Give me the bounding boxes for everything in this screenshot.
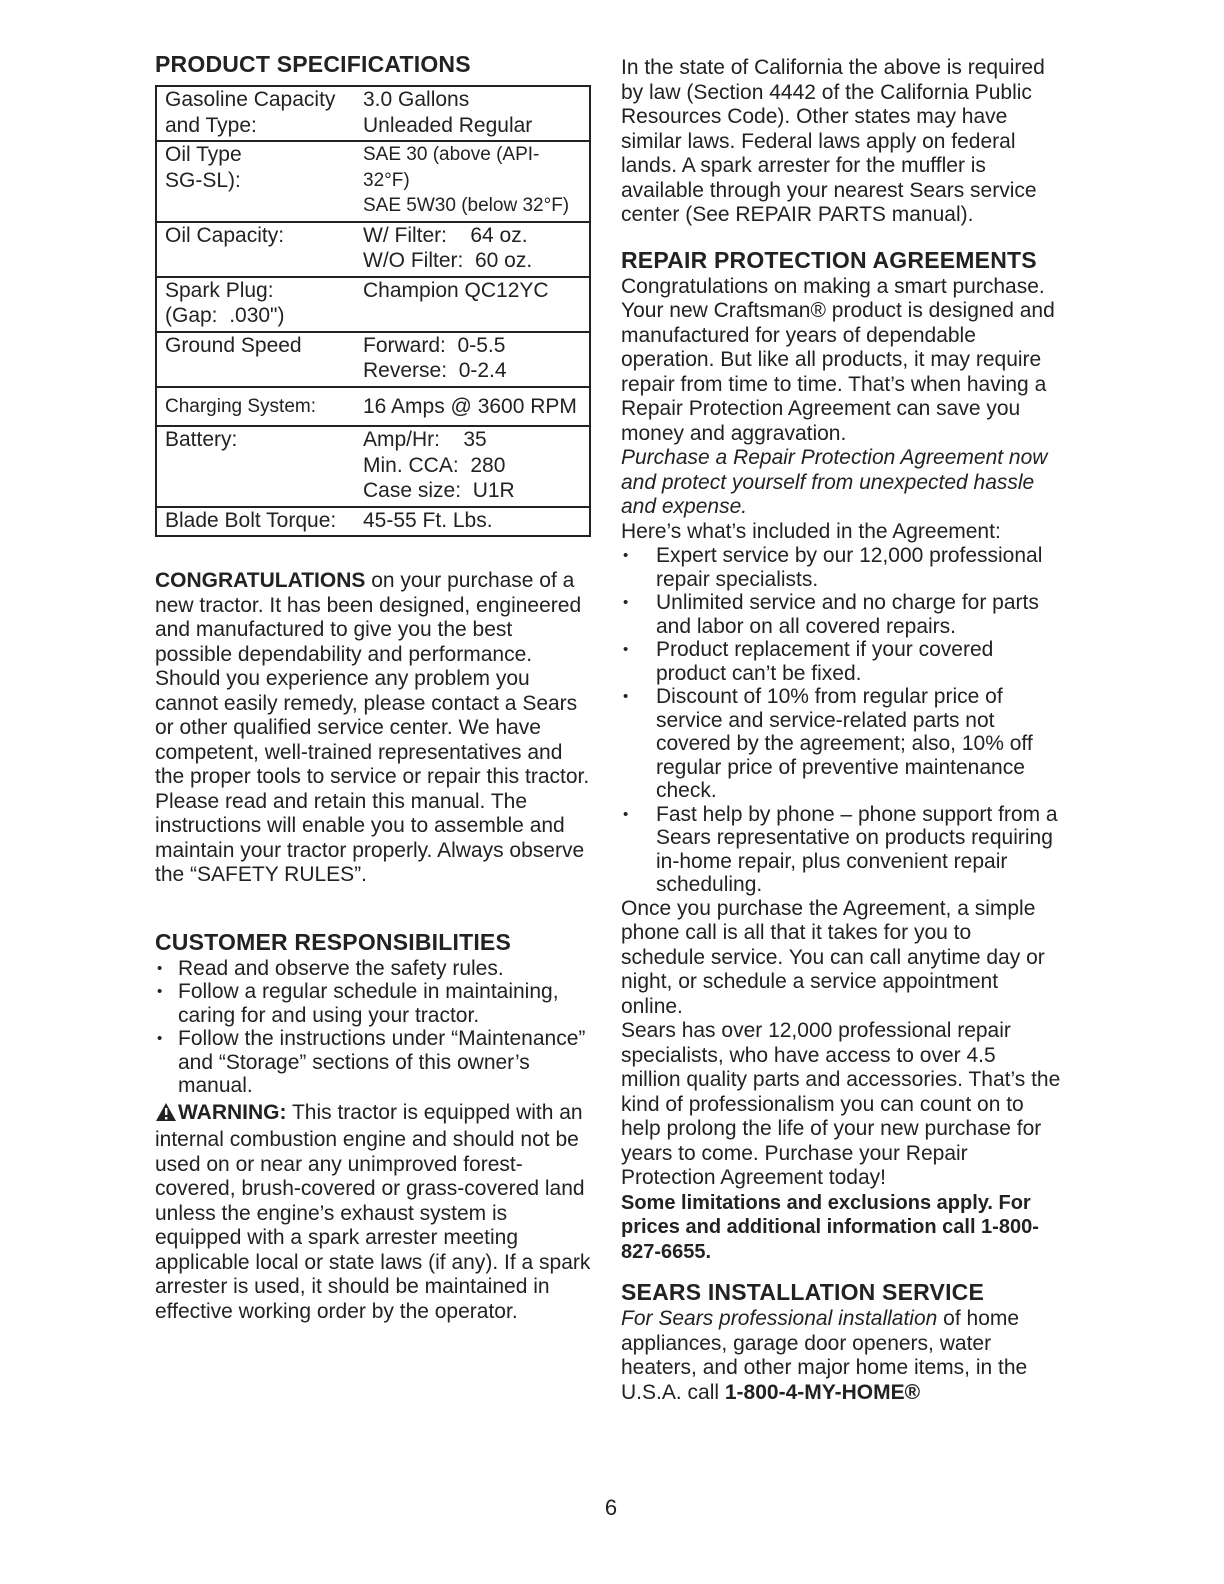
spec-row-oil-capacity [157, 221, 589, 276]
spec-key: (Gap: .030") [165, 304, 285, 327]
spec-value: Amp/Hr: 35 [363, 428, 487, 451]
spec-row-spark-plug [157, 276, 589, 331]
spec-value: W/ Filter: 64 oz. [363, 223, 528, 247]
spec-value: 16 Amps @ 3600 RPM [363, 394, 577, 418]
spec-value: W/O Filter: 60 oz. [363, 249, 533, 272]
spec-key: Gasoline Capacity [165, 88, 336, 111]
spec-key: Spark Plug: [165, 278, 274, 302]
warning-text: This tractor is equipped with an internal combustion engine and should not be used on or near any unimproved forest-covered, brush-covered or grass-covered land unless the engine’s exhaust system is equipped with a spark arrester meeting applicable local or state laws (if any). If a spark arrester is used, it should be maintained in effective working order by the operator. [155, 1100, 591, 1323]
spec-key: Battery: [165, 428, 238, 451]
installation-text: of home appliances, garage door openers, water heaters, and other major home items, in the U.S.A. call [621, 1307, 1028, 1404]
spec-value: Unleaded Regular [363, 113, 533, 137]
retain-manual-paragraph: Please read and retain this manual. The instructions will enable you to assemble and maintain your tractor properly. Always observe the “SAFETY RULES”. [155, 789, 585, 886]
spec-row-gasoline [157, 87, 589, 140]
spec-value: 32°F) [363, 169, 410, 191]
list-item: • Read and observe the safety rules. [155, 957, 595, 981]
spec-row-oil-type [157, 140, 589, 221]
congratulations-text: on your purchase of a new tractor. It has been designed, engineered and manufactured to give you the best possible dependability and performance. [155, 569, 582, 666]
spec-value: 45-55 Ft. Lbs. [363, 508, 493, 532]
spec-value: Case size: U1R [363, 479, 515, 502]
spec-key: and Type: [165, 113, 257, 137]
included-heading: Here’s what’s included in the Agreement: [621, 519, 1001, 543]
service-paragraph: Should you experience any problem you cannot easily remedy, please contact a Sears or other qualified service center. We have competent, well-trained representatives and the proper tools to service or repair this tractor. [155, 667, 590, 788]
customer-responsibilities-heading: CUSTOMER RESPONSIBILITIES [155, 928, 512, 955]
congratulations-paragraph [155, 569, 595, 667]
repair-intro-paragraph: Congratulations on making a smart purchase. Your new Craftsman® product is designed and manufactured for years of dependable operation. But like all products, it may require repair from time to time. That’s when having a Repair Protection Agreement can save you money and aggravation. [621, 274, 1055, 445]
spec-key: Charging System: [165, 395, 317, 417]
spec-key: Oil Capacity: [165, 223, 285, 247]
product-specifications-heading: PRODUCT SPECIFICATIONS [155, 51, 471, 77]
customer-responsibilities-list [155, 957, 595, 1098]
spec-key: SG-SL): [165, 168, 241, 192]
spec-value: SAE 30 (above (API- [363, 144, 540, 165]
spec-value: Champion QC12YC [363, 278, 549, 302]
list-item: • Unlimited service and no charge for parts and labor on all covered repairs. [621, 591, 1061, 638]
sears-specialists-paragraph: Sears has over 12,000 professional repair specialists, who have access to over 4.5 million quality parts and accessories. That’s the kind of professionalism you can count on to help prolong the life of your new purchase for years to come. Purchase your Repair Protection Agreement today! [621, 1019, 1061, 1189]
list-item: • Follow a regular schedule in maintaining, caring for and using your tractor. [155, 980, 595, 1027]
installation-service-heading: SEARS INSTALLATION SERVICE [621, 1279, 985, 1305]
spec-key: Ground Speed [165, 333, 302, 357]
page-number: 6 [604, 1495, 618, 1520]
limitations-paragraph: Some limitations and exclusions apply. For prices and additional information call 1-800-827-6655. [621, 1191, 1039, 1263]
spec-row-charging-system [157, 386, 589, 426]
spec-value: 3.0 Gallons [363, 88, 470, 111]
spec-key: Oil Type [165, 143, 242, 166]
repair-protection-heading: REPAIR PROTECTION AGREEMENTS [621, 246, 1037, 273]
list-item: • Expert service by our 12,000 professional repair specialists. [621, 544, 1061, 591]
left-column [155, 50, 595, 1324]
spec-value: Forward: 0-5.5 [363, 333, 506, 357]
list-item: • Discount of 10% from regular price of service and service-related parts not covered by the agreement; also, 10% off regular price of preventive maintenance check. [621, 685, 1061, 803]
installation-paragraph [621, 1307, 1061, 1405]
spec-value: SAE 5W30 (below 32°F) [363, 195, 570, 216]
warning-triangle-icon [155, 1102, 177, 1129]
spec-row-battery [157, 425, 589, 506]
spec-key: Blade Bolt Torque: [165, 508, 337, 532]
spec-row-blade-bolt [157, 506, 589, 536]
spec-row-ground-speed [157, 331, 589, 386]
california-paragraph: In the state of California the above is required by law (Section 4442 of the California Public Resources Code). Other states may have similar laws. Federal laws apply on federal lands. A spark arrester for the muffler is available through your nearest Sears service center (See REPAIR PARTS manual). [621, 56, 1045, 226]
list-item: • Fast help by phone – phone support from a Sears representative on products requiring in-home repair, plus convenient repair scheduling. [621, 803, 1061, 897]
warning-label: WARNING: [178, 1100, 287, 1124]
warning-paragraph [155, 1101, 595, 1325]
list-item: • Follow the instructions under “Maintenance” and “Storage” sections of this owner’s manual. [155, 1027, 595, 1098]
spec-value: Reverse: 0-2.4 [363, 359, 507, 382]
congratulations-lead: CONGRATULATIONS [155, 569, 366, 592]
list-item: • Product replacement if your covered product can’t be fixed. [621, 638, 1061, 685]
repair-italic-paragraph: Purchase a Repair Protection Agreement now and protect yourself from unexpected hassle and expense. [621, 446, 1048, 518]
spec-value: Min. CCA: 280 [363, 453, 506, 477]
right-column [621, 56, 1061, 1405]
installation-phone: 1-800-4-MY-HOME® [724, 1380, 921, 1404]
agreement-benefits-list [621, 544, 1061, 897]
once-purchase-paragraph: Once you purchase the Agreement, a simple phone call is all that it takes for you to schedule service. You can call anytime day or night, or schedule a service appointment online. [621, 896, 1045, 1018]
installation-italic: For Sears professional installation [621, 1307, 938, 1330]
spec-table [155, 85, 591, 537]
